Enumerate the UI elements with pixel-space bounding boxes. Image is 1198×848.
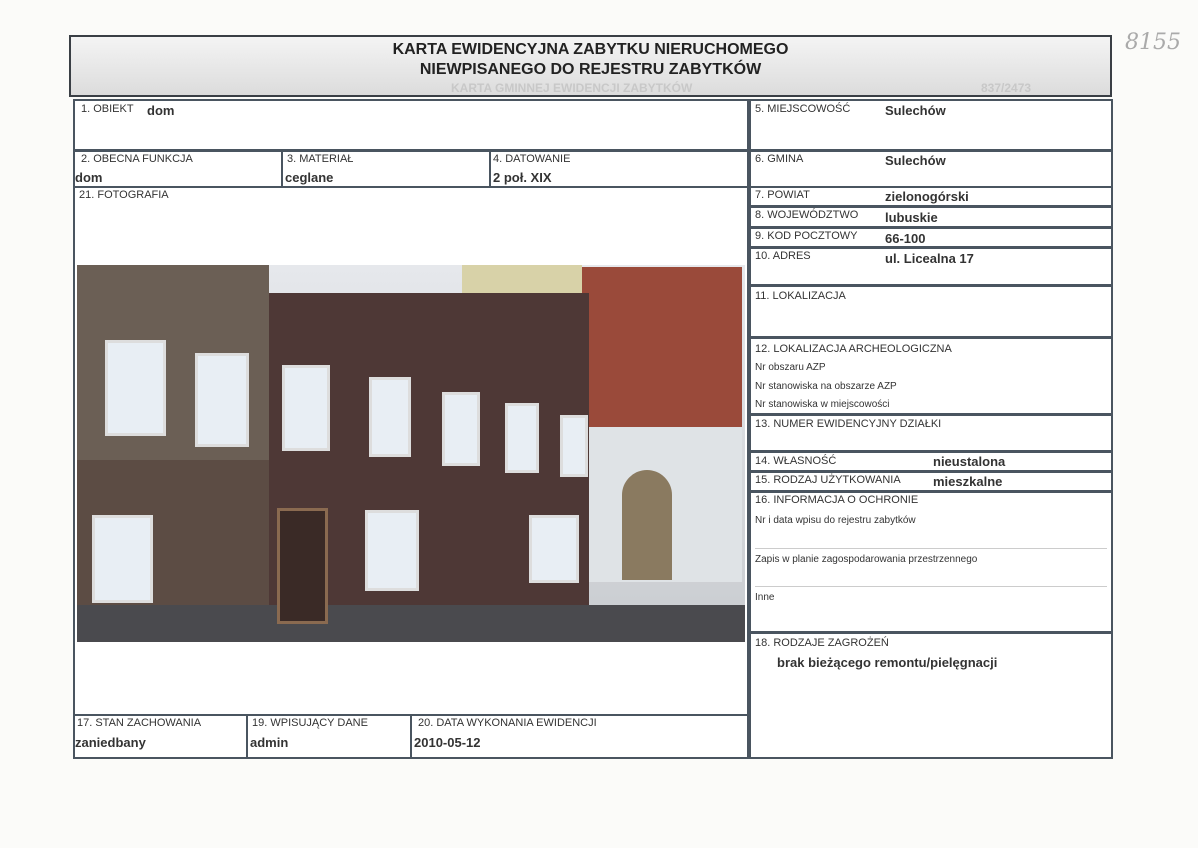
value: admin [250,735,289,750]
label: 13. NUMER EWIDENCYJNY DZIAŁKI [755,418,942,430]
field-wlasnosc [749,451,1113,472]
building-photo [77,265,745,642]
value: ul. Licealna 17 [885,251,974,266]
title-line-2: NIEWPISANEGO DO REJESTRU ZABYTKÓW [419,61,762,78]
field-powiat [749,186,1113,207]
ochrona-line: Inne [755,592,775,603]
label: 20. DATA WYKONANIA EWIDENCJI [418,717,597,729]
label: 12. LOKALIZACJA ARCHEOLOGICZNA [755,343,952,355]
label: 14. WŁASNOŚĆ [755,455,837,467]
value: dom [75,170,103,185]
field-kod-pocztowy [749,227,1113,248]
label: 7. POWIAT [755,189,810,201]
field-miejscowosc [749,99,1113,151]
label: 2. OBECNA FUNKCJA [81,153,193,165]
field-gmina [749,150,1113,188]
value: lubuskie [885,210,938,225]
ghost-number: 837/2473 [981,81,1032,95]
value: 2 poł. XIX [493,170,552,185]
document-header [69,35,1112,97]
field-funkcja [73,150,283,188]
label: 5. MIEJSCOWOŚĆ [755,103,851,115]
field-numer-dzialki [749,414,1113,452]
label: 18. RODZAJE ZAGROŻEŃ [755,637,889,649]
divider [755,586,1107,587]
ghost-title: KARTA GMINNEJ EWIDENCJI ZABYTKÓW [451,81,693,95]
value: nieustalona [933,454,1006,469]
arch-line: Nr stanowiska w miejscowości [755,399,890,410]
value: dom [147,103,175,118]
label: 10. ADRES [755,250,811,262]
label: 16. INFORMACJA O OCHRONIE [755,494,919,506]
field-lokalizacja [749,285,1113,338]
field-rodzaje-zagrozen [749,632,1113,759]
field-adres [749,247,1113,286]
label: 15. RODZAJ UŻYTKOWANIA [755,474,901,486]
label: 21. FOTOGRAFIA [79,189,169,201]
ochrona-line: Zapis w planie zagospodarowania przestrzennego [755,554,978,565]
value: ceglane [285,170,334,185]
value: 2010-05-12 [414,735,481,750]
field-material [281,150,491,188]
arch-line: Nr obszaru AZP [755,362,826,373]
field-datowanie [489,150,749,188]
label: 1. OBIEKT [81,103,134,115]
handwritten-number: 8155 [1125,30,1181,55]
ochrona-line: Nr i data wpisu do rejestru zabytków [755,515,916,526]
label: 8. WOJEWÓDZTWO [755,209,859,221]
field-stan-zachowania [73,714,248,759]
label: 9. KOD POCZTOWY [755,230,858,242]
label: 17. STAN ZACHOWANIA [77,717,202,729]
field-data-ewidencji [410,714,749,759]
label: 4. DATOWANIE [493,153,571,165]
label: 6. GMINA [755,153,804,165]
label: 3. MATERIAŁ [287,153,354,165]
value: zaniedbany [75,735,146,750]
value: 66-100 [885,231,926,246]
field-wpisujacy [246,714,412,759]
divider [755,548,1107,549]
value: mieszkalne [933,474,1003,489]
value: brak bieżącego remontu/pielęgnacji [777,655,998,670]
label: 19. WPISUJĄCY DANE [252,717,368,729]
value: Sulechów [885,103,946,118]
field-lokalizacja-archeologiczna [749,337,1113,415]
field-rodzaj-uzytkowania [749,471,1113,492]
field-obiekt [73,99,749,151]
label: 11. LOKALIZACJA [755,290,846,302]
title-line-1: KARTA EWIDENCYJNA ZABYTKU NIERUCHOMEGO [392,41,789,58]
value: Sulechów [885,153,946,168]
arch-line: Nr stanowiska na obszarze AZP [755,381,897,392]
field-wojewodztwo [749,206,1113,228]
field-informacja-o-ochronie [749,491,1113,633]
value: zielonogórski [885,189,969,204]
